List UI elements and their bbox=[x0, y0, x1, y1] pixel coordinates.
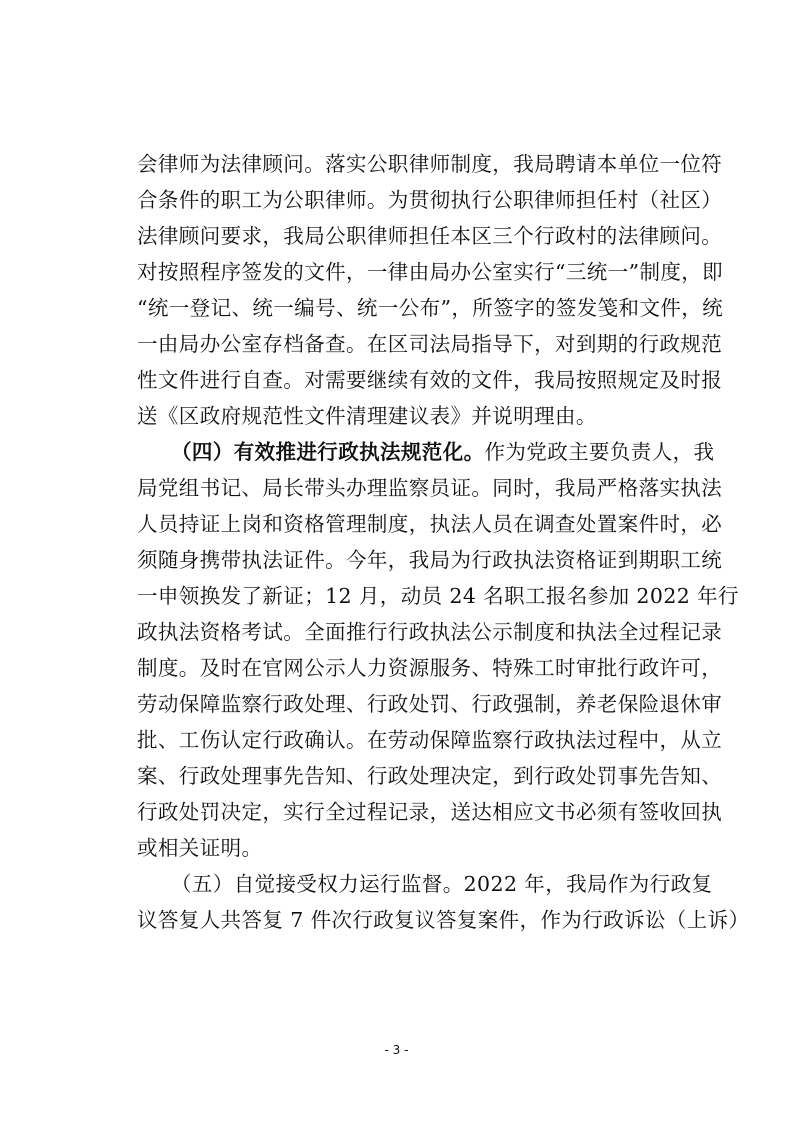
page-number: - 3 - bbox=[384, 1043, 409, 1057]
body-text-line: 制度。及时在官网公示人力资源服务、特殊工时审批行政许可， bbox=[137, 656, 723, 680]
body-text-line: “统一登记、统一编号、统一公布”，所签字的签发笺和文件，统 bbox=[137, 296, 724, 320]
section-first-line bbox=[171, 438, 731, 466]
body-text-line: 人员持证上岗和资格管理制度，执法人员在调查处置案件时，必 bbox=[137, 512, 723, 536]
body-text-line: 或相关证明。 bbox=[137, 836, 263, 860]
body-text-line: 须随身携带执法证件。今年，我局为行政执法资格证到期职工统 bbox=[137, 548, 723, 572]
body-text-line: 法律顾问要求，我局公职律师担任本区三个行政村的法律顾问。 bbox=[137, 224, 723, 248]
body-text-line: 案、行政处理事先告知、行政处理决定，到行政处罚事先告知、 bbox=[137, 764, 723, 788]
body-text-line: 一申领换发了新证；12 月，动员 24 名职工报名参加 2022 年行 bbox=[137, 584, 739, 608]
body-text: 2022 年，我局作为行政复 bbox=[463, 872, 713, 896]
section-first-line bbox=[171, 870, 731, 898]
body-text-line: 局党组书记、局长带头办理监察员证。同时，我局严格落实执法 bbox=[137, 476, 723, 500]
body-text-line: 议答复人共答复 7 件次行政复议答复案件，作为行政诉讼（上诉） bbox=[137, 908, 750, 932]
body-text-line: 政执法资格考试。全面推行行政执法公示制度和执法全过程记录 bbox=[137, 620, 723, 644]
body-text-line: 对按照程序签发的文件，一律由局办公室实行“三统一”制度，即 bbox=[137, 260, 724, 284]
body-text: 作为党政主要负责人，我 bbox=[484, 440, 715, 464]
section-heading: （四）有效推进行政执法规范化。 bbox=[171, 440, 485, 464]
body-text-line: 合条件的职工为公职律师。为贯彻执行公职律师担任村（社区） bbox=[137, 188, 723, 212]
body-text-line: 行政处罚决定，实行全过程记录，送达相应文书必须有签收回执 bbox=[137, 800, 723, 824]
body-text-line: 批、工伤认定行政确认。在劳动保障监察行政执法过程中，从立 bbox=[137, 728, 723, 752]
section-heading: （五）自觉接受权力运行监督。 bbox=[171, 872, 464, 896]
body-text-line: 劳动保障监察行政处理、行政处罚、行政强制，养老保险退休审 bbox=[137, 692, 723, 716]
body-text-line: 性文件进行自查。对需要继续有效的文件，我局按照规定及时报 bbox=[137, 368, 723, 392]
body-text-line: 送《区政府规范性文件清理建议表》并说明理由。 bbox=[137, 404, 597, 428]
body-text-line: 一由局办公室存档备查。在区司法局指导下，对到期的行政规范 bbox=[137, 332, 723, 356]
body-text-line: 会律师为法律顾问。落实公职律师制度，我局聘请本单位一位符 bbox=[137, 152, 723, 176]
